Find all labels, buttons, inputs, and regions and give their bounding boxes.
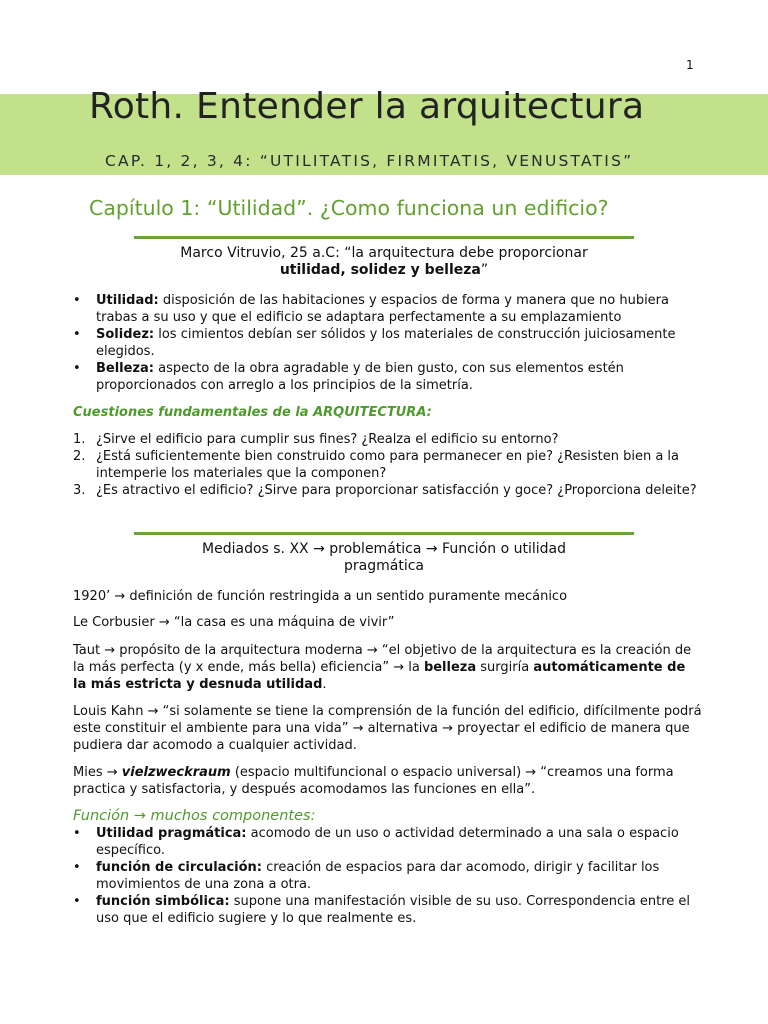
paragraph-1920: 1920’ → definición de función restringida a un sentido puramente mecánico [73, 589, 568, 604]
principle-text: disposición de las habitaciones y espacios de forma y manera que no hubiera trabas a su uso y que el edificio se adaptara perfectamente a su emplazamiento [96, 293, 669, 325]
list-item [73, 292, 703, 326]
paragraph-mies [73, 764, 703, 798]
paragraph-taut [73, 642, 703, 693]
vitruvio-end: ” [480, 262, 489, 278]
mies-text: Mies → [73, 765, 122, 780]
taut-text: Taut → propósito de la arquitectura moderna → “el objetivo de la arquitectura es la creación de la más perfecta (y x ende, más bella) eficiencia” → la [73, 643, 692, 675]
component-term: función de circulación: [96, 860, 262, 875]
mediados-line1: Mediados s. XX → problemática → Función o utilidad [202, 541, 566, 557]
list-item [73, 859, 703, 893]
bullet: • [73, 293, 81, 308]
principle-term: Solidez: [96, 327, 155, 342]
mediados-heading [134, 541, 634, 575]
components-list [73, 825, 703, 927]
questions-list [73, 431, 703, 499]
component-text: supone una manifestación visible de su uso. Correspondencia entre el uso que el edificio sugiere y lo que realmente es. [96, 894, 690, 926]
principle-term: Utilidad: [96, 293, 159, 308]
paragraph-corbusier: Le Corbusier → “la casa es una máquina de vivir” [73, 615, 395, 630]
taut-bold: automáticamente de la más estricta y desnuda utilidad [73, 660, 686, 692]
divider-rule [134, 236, 634, 239]
list-item [73, 448, 703, 482]
principle-text: aspecto de la obra agradable y de bien gusto, con sus elementos estén proporcionados con arreglo a los principios de la simetría. [96, 361, 624, 393]
list-item [73, 482, 703, 499]
component-text: creación de espacios para dar acomodo, dirigir y facilitar los movimientos de una zona a otra. [96, 860, 660, 892]
question-text: ¿Está suficientemente bien construido como para permanecer en pie? ¿Resisten bien a la intemperie los materiales que la componen? [96, 449, 679, 481]
list-item [73, 825, 703, 859]
page-number: 1 [686, 58, 694, 72]
taut-text: surgiría [476, 660, 534, 675]
mies-term: vielzweckraum [121, 765, 231, 780]
bullet: • [73, 327, 81, 342]
page-subtitle: CAP. 1, 2, 3, 4: “UTILITATIS, FIRMITATIS, VENUSTATIS” [105, 152, 634, 170]
funcion-heading: Función → muchos componentes: [73, 808, 316, 824]
principle-text: los cimientos debían ser sólidos y los materiales de construcción juiciosamente elegidos. [96, 327, 676, 359]
question-text: ¿Es atractivo el edificio? ¿Sirve para proporcionar satisfacción y goce? ¿Proporciona deleite? [96, 483, 697, 498]
vitruvio-bold: utilidad, solidez y belleza [279, 262, 481, 278]
taut-text: . [322, 677, 327, 692]
page-title: Roth. Entender la arquitectura [89, 86, 645, 127]
question-number: 3. [73, 483, 86, 498]
bullet: • [73, 361, 81, 376]
mies-text: (espacio multifuncional o espacio universal) → “creamos una forma practica y satisfactoria, y después acomodamos las funciones en ella”. [73, 765, 674, 797]
component-term: Utilidad pragmática: [96, 826, 247, 841]
component-term: función simbólica: [96, 894, 230, 909]
list-item [73, 893, 703, 927]
divider-rule [134, 532, 634, 535]
list-item [73, 360, 703, 394]
paragraph-kahn: Louis Kahn → “si solamente se tiene la comprensión de la función del edificio, difícilmente podrá este constituir el ambiente para una vida” → alternativa → proyectar el edificio de manera que pudiera dar acomodo a cualquier actividad. [73, 704, 702, 753]
questions-heading: Cuestiones fundamentales de la ARQUITECTURA: [73, 405, 432, 420]
principles-list [73, 292, 703, 394]
bullet: • [73, 860, 81, 875]
question-number: 1. [73, 432, 86, 447]
vitruvio-line1: Marco Vitruvio, 25 a.C: “la arquitectura debe proporcionar [180, 245, 588, 261]
taut-bold: belleza [423, 660, 477, 675]
list-item [73, 431, 703, 448]
mediados-line2: pragmática [344, 558, 424, 574]
vitruvio-line2 [134, 262, 634, 279]
question-number: 2. [73, 449, 86, 464]
list-item [73, 326, 703, 360]
bullet: • [73, 894, 81, 909]
chapter-heading: Capítulo 1: “Utilidad”. ¿Como funciona un edificio? [89, 196, 609, 220]
question-text: ¿Sirve el edificio para cumplir sus fines? ¿Realza el edificio su entorno? [96, 432, 559, 447]
vitruvio-quote [134, 245, 634, 279]
principle-term: Belleza: [96, 361, 154, 376]
bullet: • [73, 826, 81, 841]
component-text: acomodo de un uso o actividad determinado a una sala o espacio específico. [96, 826, 679, 858]
